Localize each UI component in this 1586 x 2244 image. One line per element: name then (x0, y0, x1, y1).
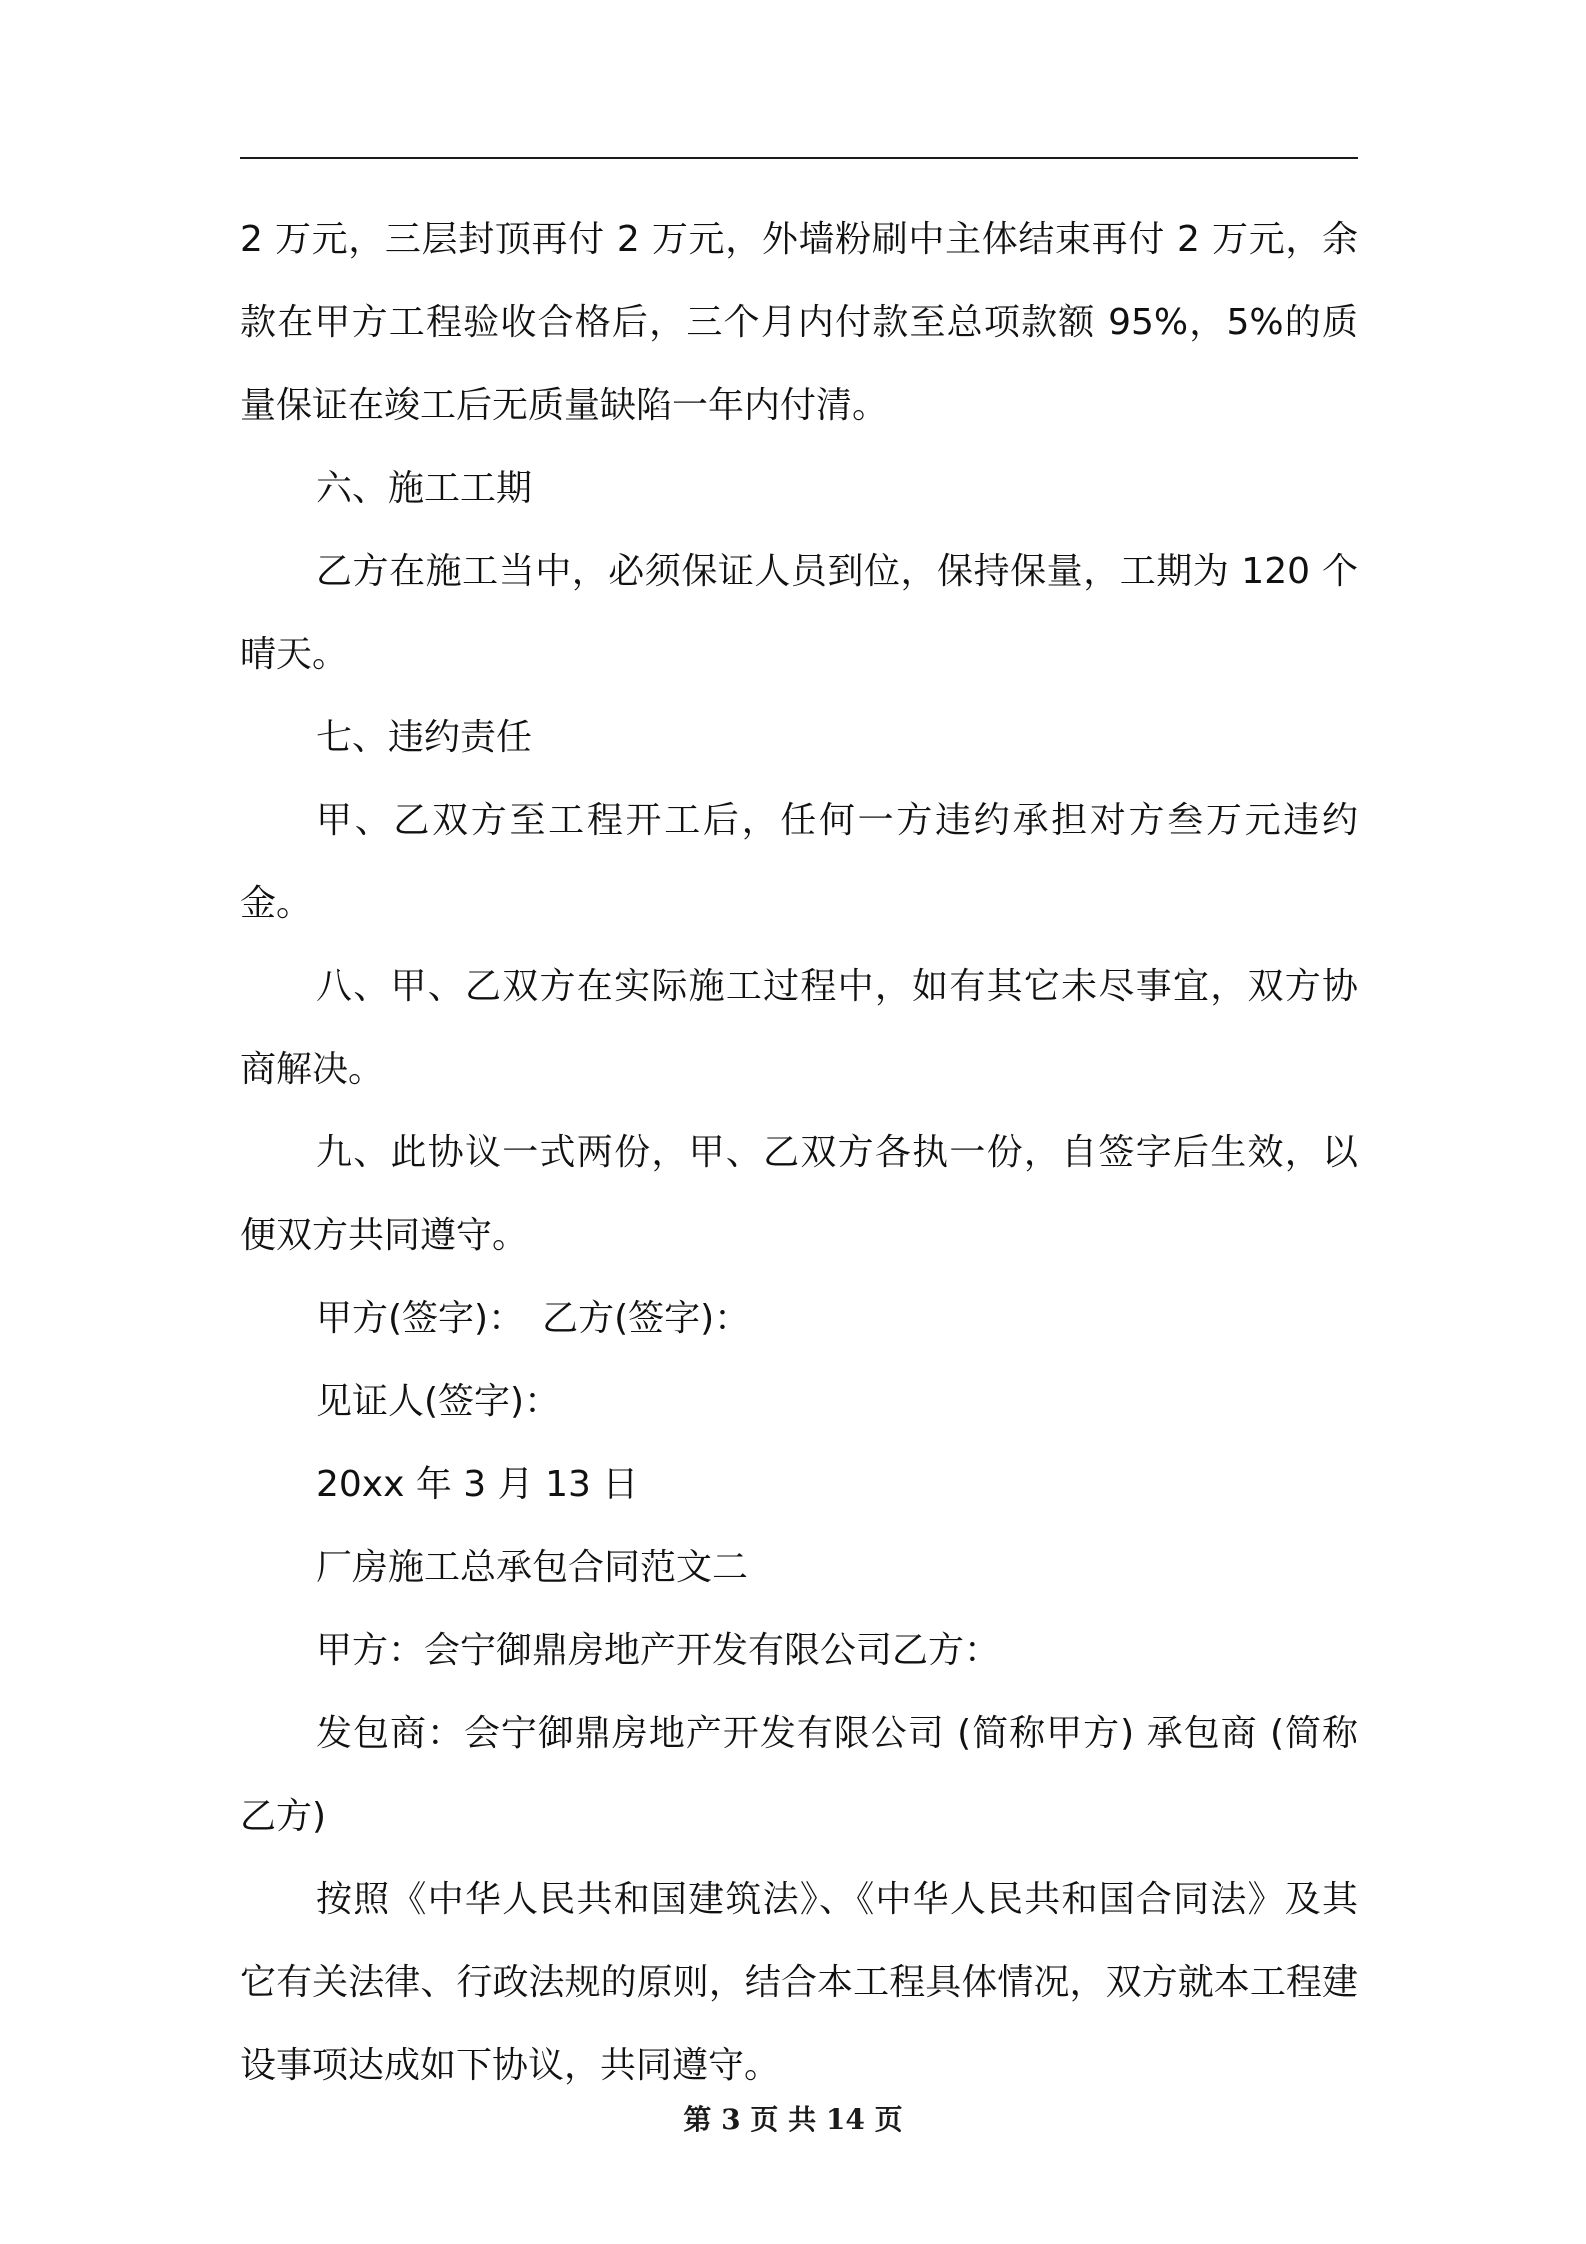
heading-breach-liability: 七、违约责任 (316, 717, 533, 758)
legal-basis-paragraph: 按照《中华人民共和国建筑法》、《中华人民共和国合同法》及其它有关法律、行政法规的原则，结合本工程具体情况，双方就本工程建设事项达成如下协议，共同遵守。 (240, 1879, 1358, 2086)
paragraph-breach-liability: 甲、乙双方至工程开工后，任何一方违约承担对方叁万元违约金。 (240, 800, 1358, 924)
section-title-sample-two: 厂房施工总承包合同范文二 (316, 1547, 749, 1588)
heading-construction-period: 六、施工工期 (316, 468, 533, 509)
paragraph-construction-period: 乙方在施工当中，必须保证人员到位，保持保量，工期为 120 个晴天。 (240, 551, 1358, 675)
header-rule (240, 157, 1358, 159)
document-body (240, 198, 1358, 2107)
contractor-line: 发包商：会宁御鼎房地产开发有限公司 (简称甲方) 承包商 (简称乙方) (240, 1713, 1358, 1837)
document-date: 20xx 年 3 月 13 日 (316, 1464, 639, 1505)
clause-eight: 八、甲、乙双方在实际施工过程中，如有其它未尽事宜，双方协商解决。 (240, 966, 1358, 1090)
signature-parties: 甲方(签字)： 乙方(签字)： (316, 1298, 751, 1339)
signature-witness: 见证人(签字)： (316, 1381, 561, 1422)
party-line: 甲方：会宁御鼎房地产开发有限公司乙方： (316, 1630, 1001, 1671)
clause-nine: 九、此协议一式两份，甲、乙双方各执一份，自签字后生效，以便双方共同遵守。 (240, 1132, 1358, 1256)
page-number: 第 3 页 共 14 页 (683, 2103, 903, 2136)
paragraph-payment-terms: 2 万元，三层封顶再付 2 万元，外墙粉刷中主体结束再付 2 万元，余款在甲方工程验收合格后，三个月内付款至总项款额 95%，5%的质量保证在竣工后无质量缺陷一年内付清。 (240, 219, 1358, 426)
